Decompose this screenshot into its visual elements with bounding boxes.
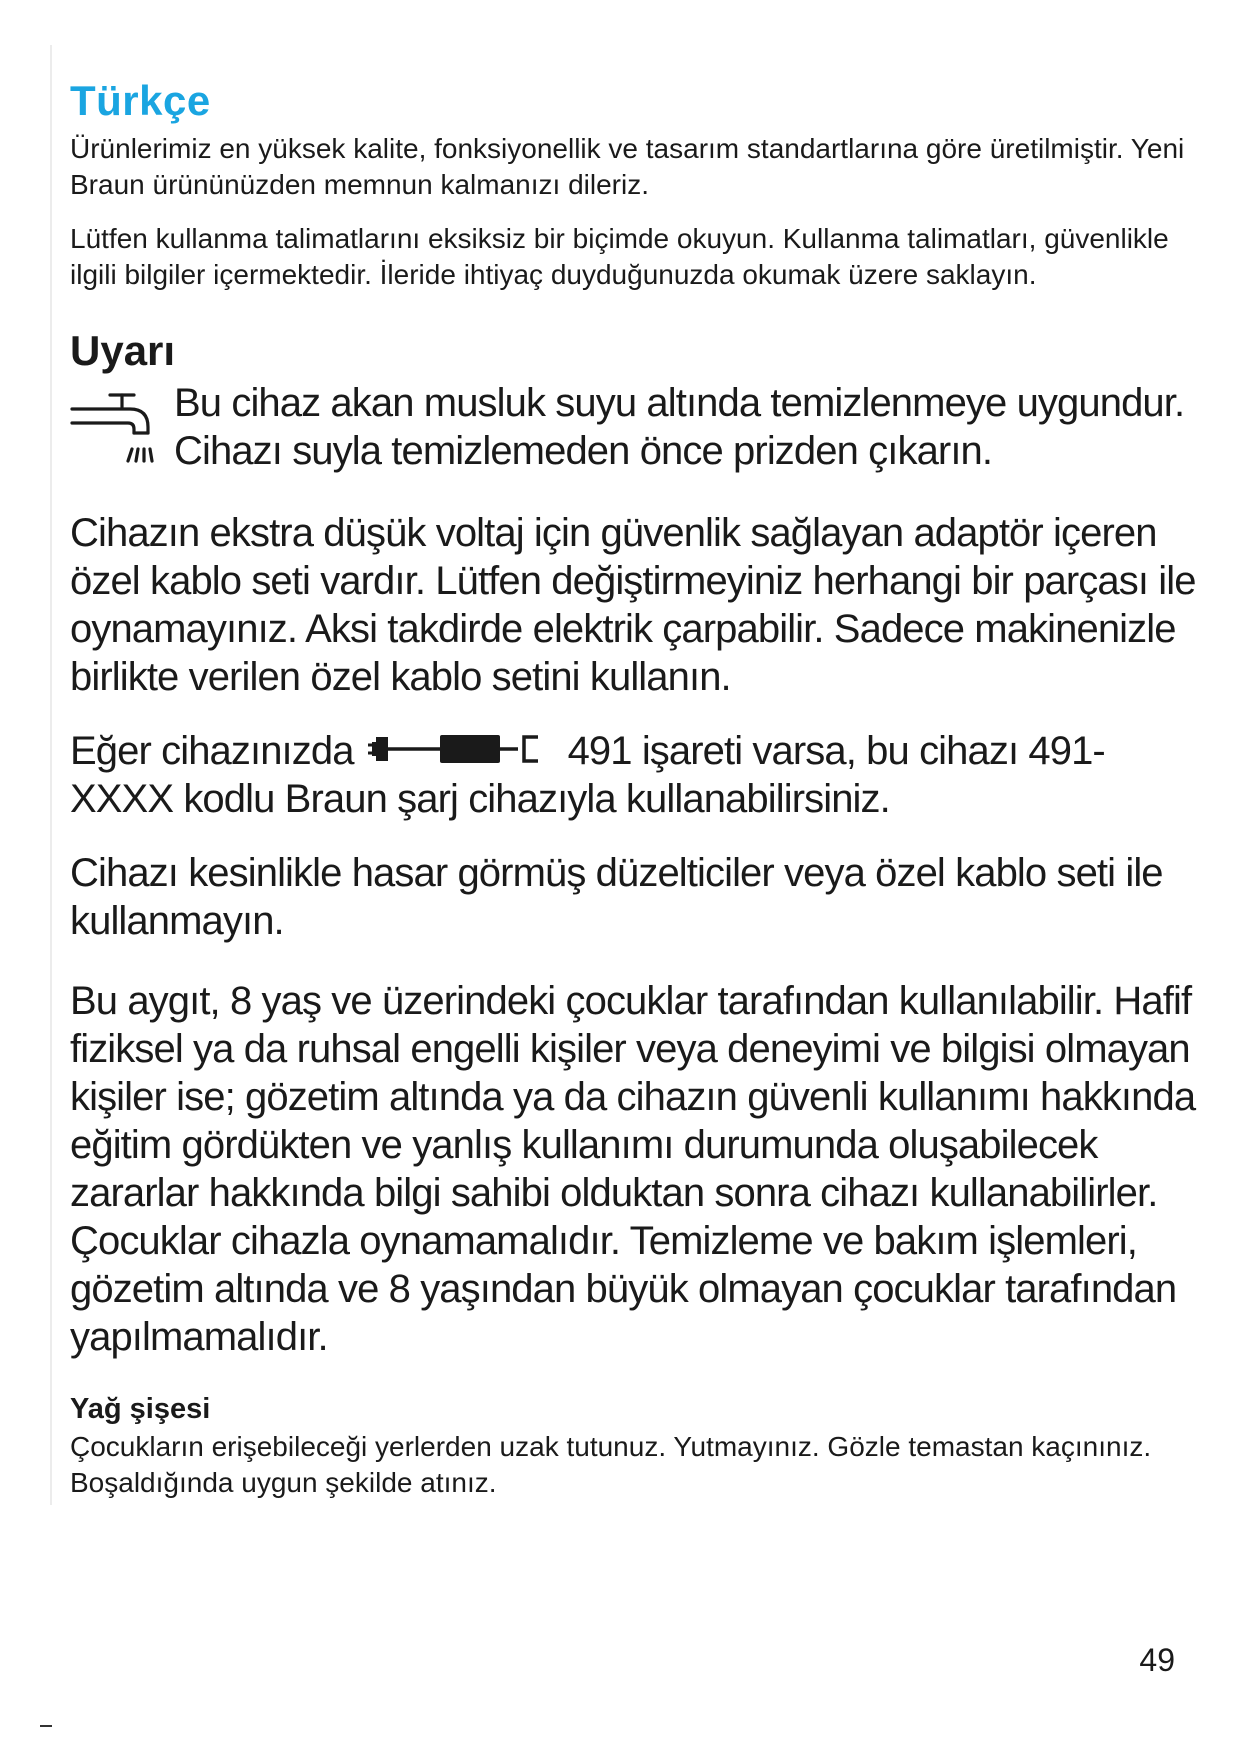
intro-paragraph-1: Ürünlerimiz en yüksek kalite, fonksiyonellik ve tasarım standartlarına göre üretilmiştir. Yeni Braun ürününüzden memnun kalmanızı dileriz. (70, 133, 1185, 200)
crop-mark (40, 1725, 52, 1727)
intro-paragraph-2: Lütfen kullanma talimatlarını eksiksiz bir biçimde okuyun. Kullanma talimatları, güvenlikle ilgili bilgiler içermektedir. İleride ihtiyaç duyduğunuzda okumak üzere saklayın. (70, 223, 1169, 290)
power-supply-symbol-icon (368, 729, 558, 769)
charger-text-before: Eğer cihazınızda (70, 729, 354, 773)
page-number: 49 (1139, 1642, 1175, 1678)
oil-bottle-text: Çocukların erişebileceği yerlerden uzak tutunuz. Yutmayınız. Gözle temastan kaçınınız. Boşaldığında uygun şekilde atınız. (70, 1431, 1152, 1498)
children-warning-text: Bu aygıt, 8 yaş ve üzerindeki çocuklar tarafından kullanılabilir. Hafif fiziksel ya da ruhsal engelli kişiler veya deneyimi ve bilgisi olmayan kişiler ise; gözetim altında ya da cihazın güvenli kullanımı hakkında eğitim gördükten ve yanlış kullanımı durumunda oluşabilecek zararlar hakkında bilgi sahibi olduktan sonra cihazı kullanabilirler. Çocuklar cihazla oynamamalıdır. Temizleme ve bakım işlemleri, gözetim altında ve 8 yaşından büyük olmayan çocuklar tarafından yapılmamalıdır. (70, 979, 1196, 1359)
language-heading: Türkçe (70, 77, 211, 124)
page-edge-line (50, 45, 52, 1505)
warning-heading: Uyarı (70, 327, 176, 374)
cable-warning-text: Cihazın ekstra düşük voltaj için güvenlik sağlayan adaptör içeren özel kablo seti vardır. Lütfen değiştirmeyiniz herhangi bir parçası ile oynamayınız. Aksi takdirde elektrik çarpabilir. Sadece makinenizle birlikte verilen özel kablo setini kullanın. (70, 511, 1196, 699)
oil-bottle-heading: Yağ şişesi (70, 1393, 211, 1425)
tap-warning-text: Bu cihaz akan musluk suyu altında temizlenmeye uygundur. Cihazı suyla temizlemeden önce prizden çıkarın. (174, 381, 1185, 473)
charger-text-after: 491 işareti varsa, bu cihazı 491-XXXX kodlu Braun şarj cihazıyla kullanabilirsiniz. (70, 729, 1105, 821)
damaged-warning-text: Cihazı kesinlikle hasar görmüş düzelticiler veya özel kablo seti ile kullanmayın. (70, 851, 1163, 943)
charger-paragraph (70, 727, 1200, 823)
tap-warning-row (70, 379, 1200, 483)
document-body (70, 75, 1200, 1501)
tap-water-icon (70, 387, 166, 483)
